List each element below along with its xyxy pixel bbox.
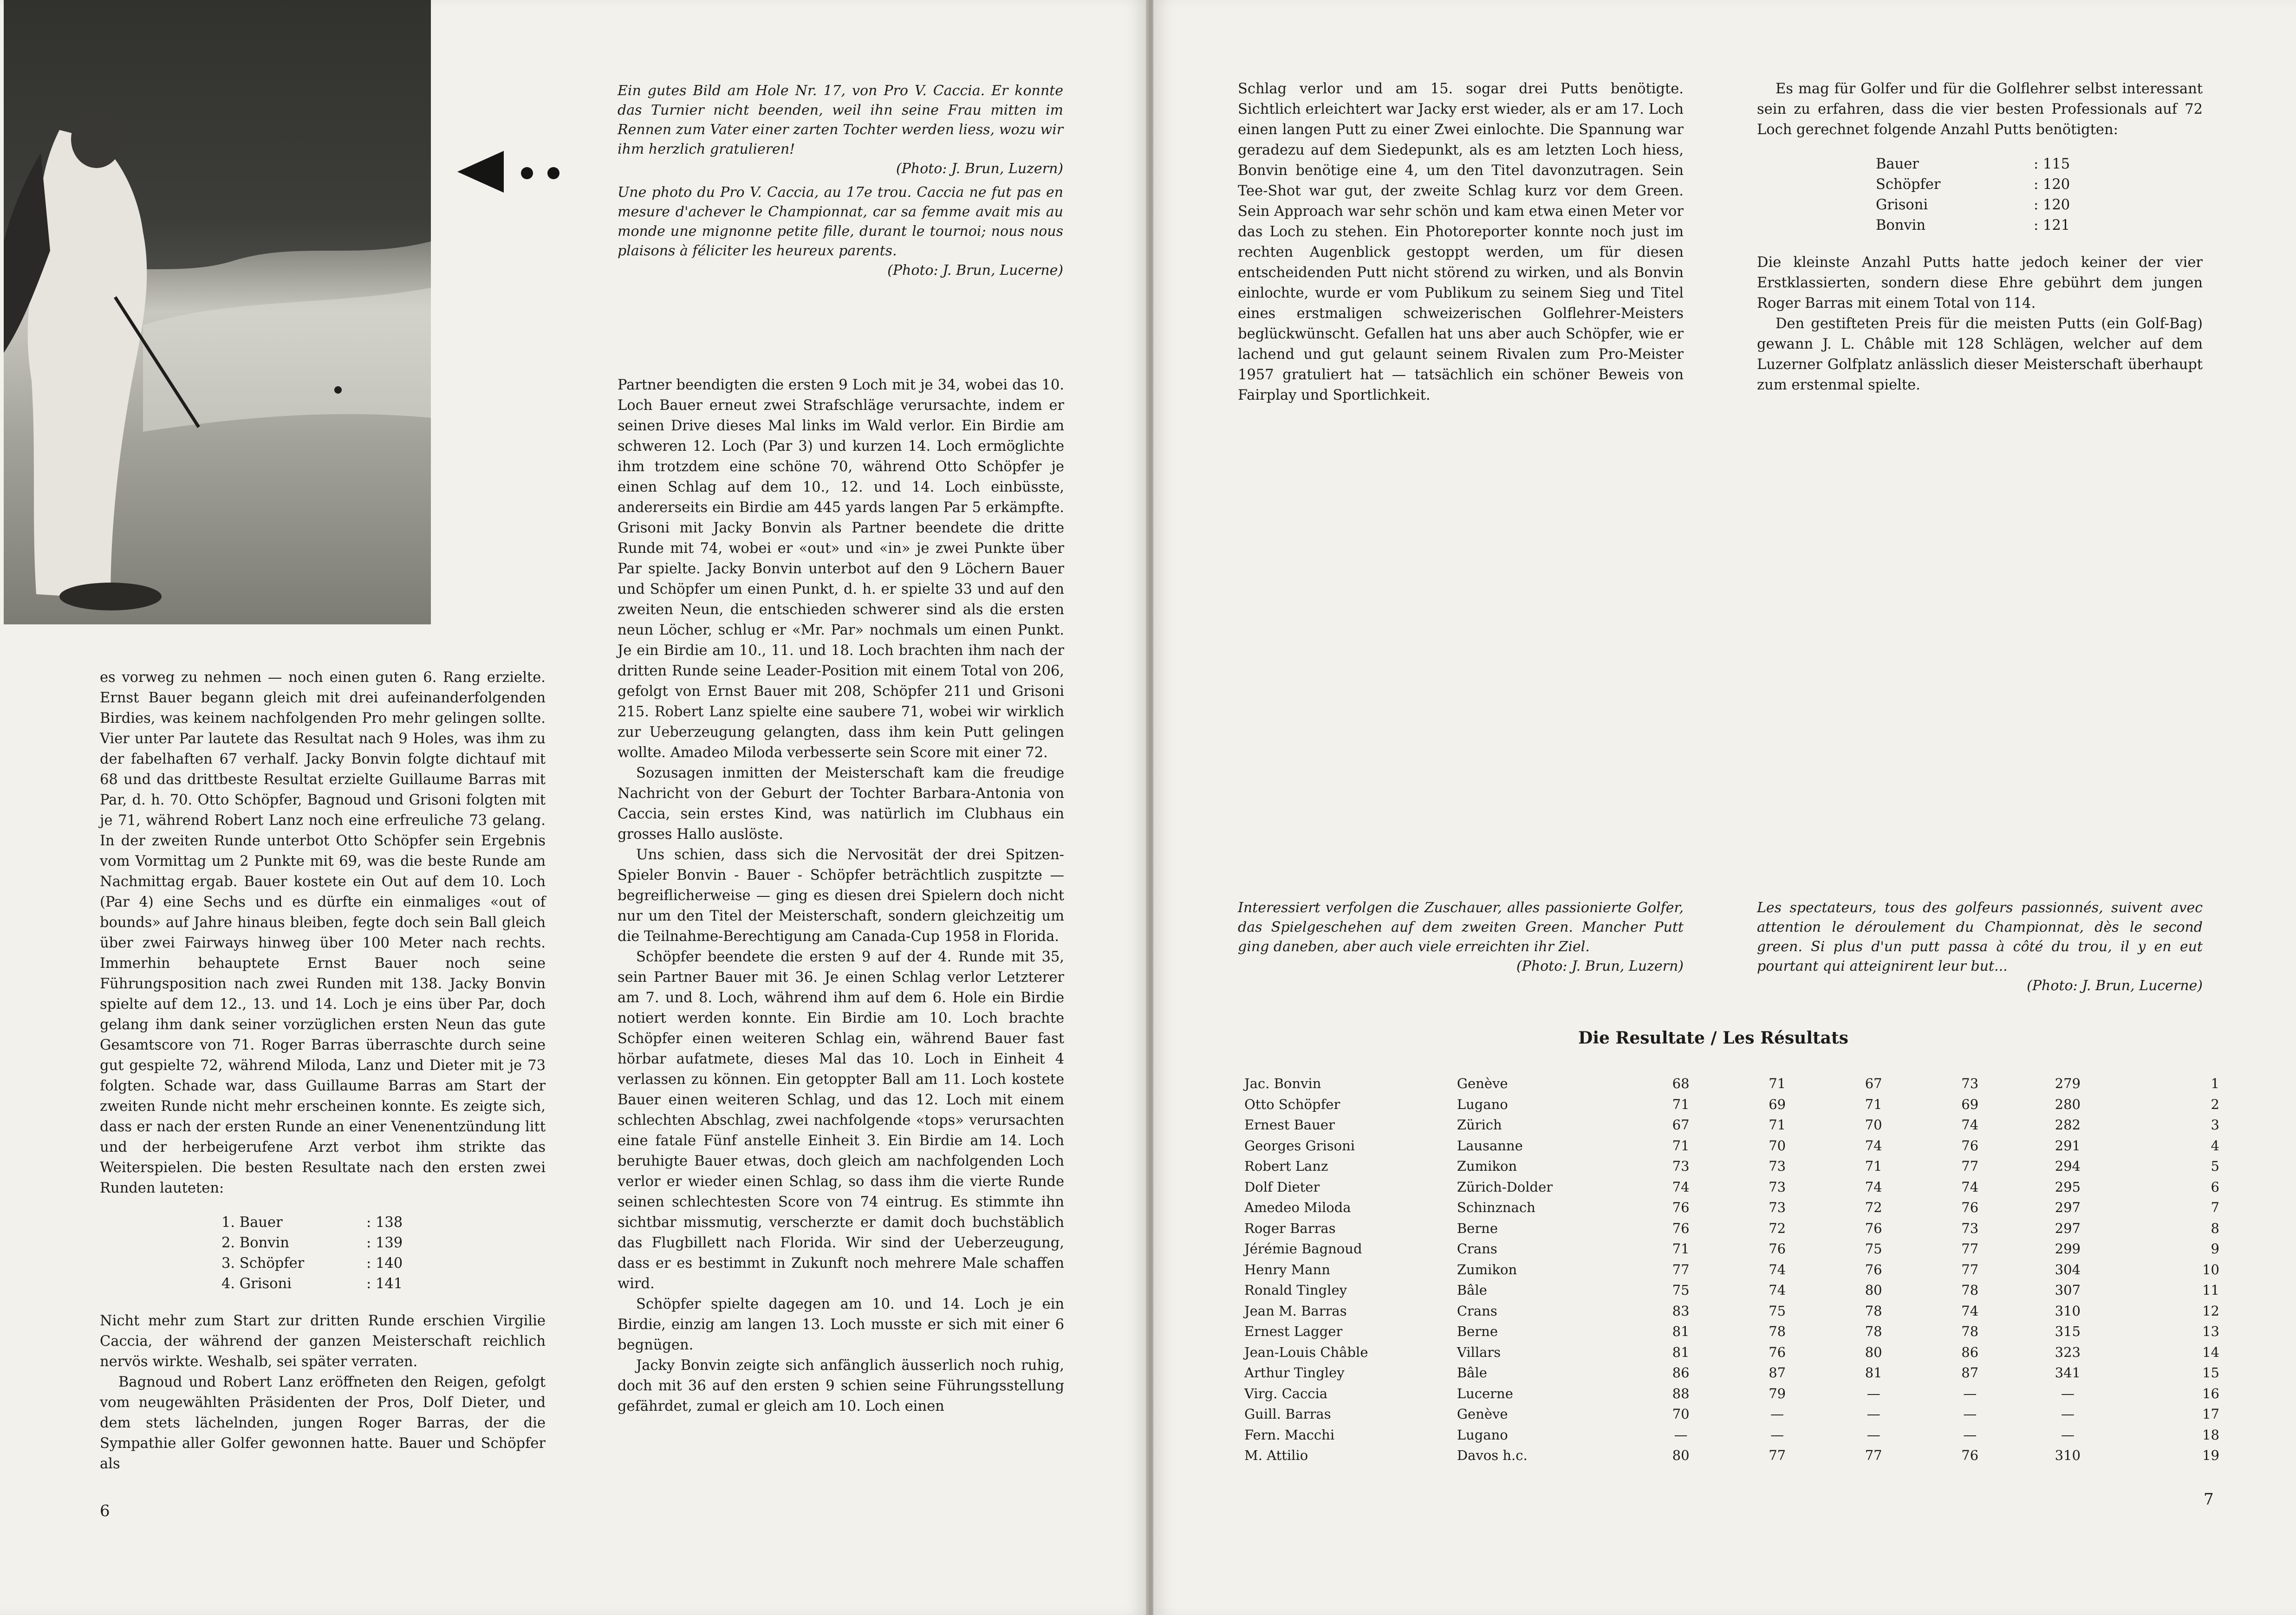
club: Berne <box>1457 1323 1498 1340</box>
round-2: 77 <box>1769 1447 1786 1464</box>
round-4: 74 <box>1961 1303 1979 1319</box>
player-name: Arthur Tingley <box>1244 1365 1345 1381</box>
round-3: — <box>1867 1385 1880 1401</box>
ranking-row: 4. Grisoni : 141 <box>221 1276 403 1292</box>
results-row <box>1244 1404 2219 1425</box>
round-2: — <box>1770 1406 1784 1422</box>
round-1: 80 <box>1672 1447 1690 1464</box>
player-name: Henry Mann <box>1244 1261 1330 1278</box>
round-4: 74 <box>1961 1179 1979 1195</box>
total: 291 <box>2055 1137 2081 1154</box>
results-title: Die Resultate / Les Résultats <box>1578 1028 1848 1048</box>
round-2: 76 <box>1769 1344 1786 1360</box>
paragraph: Partner beendigten die ersten 9 Loch mit je 34, wobei das 10. Loch Bauer erneut zwei Strafschläge verursachte, indem er seinen Drive dieses Mal links im Wald verlor. Ein Birdie am schweren 12. Loch (Par 3) und kurzen 14. Loch ermöglichte ihm trotzdem eine schöne 70, während Otto Schöpfer je einen Schlag auf dem 10., 12. und 14. Loch einbüsste, andererseits ein Birdie am 445 yards langen Par 5 erkämpfte. Grisoni mit Jacky Bonvin als Partner beendete die dritte Runde mit 74, wobei er «out» und «in» je zwei Punkte über Par spielte. Jacky Bonvin unterbot auf den 9 Löchern Bauer und Schöpfer um einen Punkt, d. h. er spielte 33 und auf den zweiten Neun, die entschieden schwerer sind als die ersten neun Löcher, schlug er «Mr. Par» nochmals um einen Punkt. Je ein Birdie am 10., 11. und 18. Loch brachten ihm nach der dritten Runde seine Leader-Position mit einem Total von 206, gefolgt von Ernst Bauer mit 208, Schöpfer 211 und Grisoni 215. Robert Lanz spielte eine saubere 71, wobei wir wirklich zur Ueberzeugung gelangten, dass ihm kein Putt gelingen wollte. Amadeo Miloda verbesserte sein Score mit einer 72. <box>618 377 1064 761</box>
player-name: Roger Barras <box>1244 1220 1336 1236</box>
round-2: 87 <box>1769 1365 1786 1381</box>
paragraph: Schöpfer spielte dagegen am 10. und 14. Loch je ein Birdie, einzig am langen 13. Loch musste er sich mit einer 6 begnügen. <box>618 1296 1064 1353</box>
total: 323 <box>2055 1344 2081 1360</box>
round-3: 78 <box>1865 1303 1882 1319</box>
round-1: 75 <box>1672 1282 1690 1298</box>
total: 280 <box>2055 1096 2081 1112</box>
round-2: 72 <box>1769 1220 1786 1236</box>
putts-row: Bonvin : 121 <box>1876 217 2070 233</box>
round-1: 88 <box>1672 1385 1690 1401</box>
putts-row: Grisoni : 120 <box>1876 197 2070 213</box>
round-2: 76 <box>1769 1241 1786 1257</box>
round-1: 68 <box>1672 1076 1690 1092</box>
club: Lausanne <box>1457 1137 1523 1154</box>
right-column-2 <box>1757 79 2203 396</box>
results-row <box>1244 1301 2219 1322</box>
total: 304 <box>2055 1261 2081 1278</box>
round-2: 74 <box>1769 1282 1786 1298</box>
place: 11 <box>2202 1282 2219 1298</box>
round-3: 81 <box>1865 1365 1882 1381</box>
club: Bâle <box>1457 1282 1487 1298</box>
place: 19 <box>2202 1447 2219 1464</box>
photo-credit: (Photo: J. Brun, Luzern) <box>1516 958 1684 974</box>
photo-credit: (Photo: J. Brun, Luzern) <box>896 161 1063 177</box>
total: 282 <box>2055 1117 2081 1133</box>
place: 4 <box>2211 1137 2219 1154</box>
results-row <box>1244 1362 2219 1383</box>
ranking-row: 2. Bonvin : 139 <box>221 1235 403 1251</box>
round-3: 71 <box>1865 1096 1882 1112</box>
round-4: 77 <box>1961 1241 1979 1257</box>
round-1: 71 <box>1672 1137 1690 1154</box>
round-3: 77 <box>1865 1447 1882 1464</box>
round-3: 80 <box>1865 1282 1882 1298</box>
round-3: 78 <box>1865 1323 1882 1340</box>
round-4: 69 <box>1961 1096 1979 1112</box>
round-1: 81 <box>1672 1323 1690 1340</box>
place: 12 <box>2202 1303 2219 1319</box>
player-name: Georges Grisoni <box>1244 1137 1355 1154</box>
ranking-table <box>221 1213 403 1294</box>
round-4: 76 <box>1961 1137 1979 1154</box>
round-4: 87 <box>1961 1365 1979 1381</box>
total: 310 <box>2055 1303 2081 1319</box>
round-1: 83 <box>1672 1303 1690 1319</box>
round-3: 74 <box>1865 1137 1882 1154</box>
ranking-row: 1. Bauer : 138 <box>221 1214 403 1231</box>
round-3: — <box>1867 1406 1880 1422</box>
putts-table <box>1876 154 2070 236</box>
total: 310 <box>2055 1447 2081 1464</box>
round-2: 71 <box>1769 1117 1786 1133</box>
club: Bâle <box>1457 1365 1487 1381</box>
place: 9 <box>2211 1241 2219 1257</box>
player-name: Jac. Bonvin <box>1244 1076 1321 1092</box>
results-row <box>1244 1342 2219 1363</box>
club: Schinznach <box>1457 1200 1535 1216</box>
player-name: Ernest Lagger <box>1244 1323 1343 1340</box>
place: 10 <box>2202 1261 2219 1278</box>
results-table <box>1244 1073 2219 1466</box>
player-name: Jean M. Barras <box>1244 1303 1347 1319</box>
club: Zürich-Dolder <box>1457 1179 1553 1195</box>
round-4: 76 <box>1961 1447 1979 1464</box>
round-3: 70 <box>1865 1117 1882 1133</box>
round-4: 76 <box>1961 1200 1979 1216</box>
round-2: 74 <box>1769 1261 1786 1278</box>
paragraph: Schlag verlor und am 15. sogar drei Putts benötigte. Sichtlich erleichtert war Jacky erst wieder, als er am 17. Loch einen langen Putt zu einer Zwei einlochte. Die Spannung war geradezu auf dem Siedepunkt, als es am letzten Loch hiess, Bonvin benötige eine 4, um den Titel davonzutragen. Sein Tee-Shot war gut, der zweite Schlag kurz vor dem Green. Sein Approach war sehr schön und kam etwa einen Meter vor das Loch zu stehen. Ein Photoreporter konnte noch just im rechten Augenblick gestoppt werden, um für diesen entscheidenden Putt nicht störend zu wirken, und als Bonvin einlochte, wurde er vom Publikum zu seinem Sieg und Titel eines erstmaligen schweizerischen Golflehrer-Meisters beglückwünscht. Gefallen hat uns aber auch Schöpfer, wie er lachend und gut gelaunt seinem Rivalen zum Pro-Meister 1957 gratuliert hat — tatsächlich ein schöner Beweis von Fairplay und Sportlichkeit. <box>1238 81 1684 403</box>
left-column-1 <box>100 668 546 1474</box>
left-column-2 <box>618 375 1064 1417</box>
player-name: Jean-Louis Châble <box>1244 1344 1368 1360</box>
round-1: 73 <box>1672 1158 1690 1174</box>
club: Crans <box>1457 1303 1497 1319</box>
paragraph: Es mag für Golfer und für die Golflehrer selbst interessant sein zu erfahren, dass die vier besten Professionals auf 72 Loch gerechnet folgende Anzahl Putts benötigten: <box>1757 81 2203 138</box>
results-row <box>1244 1383 2219 1404</box>
round-2: 71 <box>1769 1076 1786 1092</box>
round-1: 70 <box>1672 1406 1690 1422</box>
place: 17 <box>2202 1406 2219 1422</box>
paragraph: Schöpfer beendete die ersten 9 auf der 4. Runde mit 35, sein Partner Bauer mit 36. Je einen Schlag verlor Letzterer am 7. und 8. Loch, während ihm auf dem 6. Hole ein Birdie notiert werden konnte. Ein Birdie am 10. Loch brachte Schöpfer einen weiteren Schlag ein, während Bauer fast hörbar aufatmete, dieses Mal das 10. Loch in Einheit 4 verlassen zu können. Ein getoppter Ball am 11. Loch kostete Bauer einen weiteren Schlag, und das 12. Loch mit einem schlechten Abschlag, zwei nachfolgende «tops» verursachten eine fatale Fünf anstelle Einheit 3. Ein Birdie am 14. Loch beruhigte Bauer etwas, doch gleich am nachfolgenden Loch verlor er wieder einen Schlag, so dass ihm die vierte Runde seinen schlechtesten Score von 74 eintrug. Es stimmte ihn sichtbar missmutig, verscherzte er damit doch buchstäblich das Flugbillett nach Florida. Wir sind der Ueberzeugung, dass er es bestimmt in Zukunft noch mehrere Male schaffen wird. <box>618 949 1064 1292</box>
caption-text: Les spectateurs, tous des golfeurs passionnés, suivent avec attention le déroulement du Championnat, dès le second green. Si plus d'un putt passa à côté du trou, il y en eut pourtant qui atteignirent leur but... <box>1757 900 2203 974</box>
round-3: 67 <box>1865 1076 1882 1092</box>
player-name: Robert Lanz <box>1244 1158 1328 1174</box>
place: 3 <box>2211 1117 2219 1133</box>
round-1: 77 <box>1672 1261 1690 1278</box>
total: 295 <box>2055 1179 2081 1195</box>
results-row <box>1244 1218 2219 1239</box>
place: 7 <box>2211 1200 2219 1216</box>
paragraph: Uns schien, dass sich die Nervosität der drei Spitzen-Spieler Bonvin - Bauer - Schöpfer beträchtlich zuspitzte — begreiflicherweise — ging es diesen drei Spielern doch nicht nur um den Titel der Meisterschaft, sondern gleichzeitig um die Teilnahme-Berechtigung am Canada-Cup 1958 in Florida. <box>618 847 1064 945</box>
player-name: Amedeo Miloda <box>1244 1200 1351 1216</box>
results-row <box>1244 1197 2219 1218</box>
player-name: Fern. Macchi <box>1244 1427 1335 1443</box>
total: — <box>2061 1406 2075 1422</box>
round-4: — <box>1963 1406 1977 1422</box>
total: — <box>2061 1385 2075 1401</box>
round-4: 73 <box>1961 1220 1979 1236</box>
results-row <box>1244 1177 2219 1198</box>
club: Davos h.c. <box>1457 1447 1528 1464</box>
round-2: 73 <box>1769 1200 1786 1216</box>
place: 18 <box>2202 1427 2219 1443</box>
club: Zürich <box>1457 1117 1502 1133</box>
caption-golfer-fr <box>618 183 1063 280</box>
photo-credit: (Photo: J. Brun, Lucerne) <box>2027 978 2203 994</box>
player-name: Ronald Tingley <box>1244 1282 1347 1298</box>
club: Villars <box>1457 1344 1501 1360</box>
round-2: 75 <box>1769 1303 1786 1319</box>
results-row <box>1244 1239 2219 1259</box>
round-2: 79 <box>1769 1385 1786 1401</box>
place: 6 <box>2211 1179 2219 1195</box>
round-3: 76 <box>1865 1261 1882 1278</box>
total: 297 <box>2055 1200 2081 1216</box>
round-1: 71 <box>1672 1096 1690 1112</box>
place: 8 <box>2211 1220 2219 1236</box>
caption-text: Une photo du Pro V. Caccia, au 17e trou. Caccia ne fut pas en mesure d'achever le Championnat, car sa femme avait mis au monde une mignonne petite fille, durant le tournoi; nous nous plaisons à féliciter les heureux parents. <box>618 184 1063 259</box>
round-4: 77 <box>1961 1158 1979 1174</box>
place: 16 <box>2202 1385 2219 1401</box>
total: 315 <box>2055 1323 2081 1340</box>
caption-spectators-fr <box>1757 898 2203 996</box>
place: 13 <box>2202 1323 2219 1340</box>
round-4: 73 <box>1961 1076 1979 1092</box>
round-2: 73 <box>1769 1179 1786 1195</box>
club: Lugano <box>1457 1427 1508 1443</box>
results-row <box>1244 1425 2219 1446</box>
round-2: 70 <box>1769 1137 1786 1154</box>
right-column-1 <box>1238 79 1684 406</box>
player-name: Dolf Dieter <box>1244 1179 1320 1195</box>
caption-text: Interessiert verfolgen die Zuschauer, alles passionierte Golfer, das Spielgeschehen auf dem zweiten Green. Mancher Putt ging daneben, aber auch viele erreichten ihr Ziel. <box>1238 900 1684 955</box>
round-1: 74 <box>1672 1179 1690 1195</box>
results-row <box>1244 1280 2219 1301</box>
page-number: 7 <box>2204 1490 2214 1509</box>
round-4: 78 <box>1961 1282 1979 1298</box>
round-1: 71 <box>1672 1241 1690 1257</box>
paragraph: Bagnoud und Robert Lanz eröffneten den Reigen, gefolgt vom neugewählten Präsidenten der Pros, Dolf Dieter, und dem stets lächelnden, jungen Roger Barras, der die Sympathie aller Golfer gewonnen hatte. Bauer und Schöpfer als <box>100 1374 546 1472</box>
round-2: 78 <box>1769 1323 1786 1340</box>
total: 299 <box>2055 1241 2081 1257</box>
paragraph: Jacky Bonvin zeigte sich anfänglich äusserlich noch ruhig, doch mit 36 auf den ersten 9 schien seine Führungsstellung gefährdet, zumal er gleich am 10. Loch einen <box>618 1357 1064 1414</box>
round-3: 74 <box>1865 1179 1882 1195</box>
round-4: 77 <box>1961 1261 1979 1278</box>
club: Lugano <box>1457 1096 1508 1112</box>
round-3: 75 <box>1865 1241 1882 1257</box>
paragraph: Sozusagen inmitten der Meisterschaft kam die freudige Nachricht von der Geburt der Tochter Barbara-Antonia von Caccia, sein erstes Kind, was natürlich im Clubhaus ein grosses Hallo auslöste. <box>618 765 1064 843</box>
round-3: 76 <box>1865 1220 1882 1236</box>
player-name: Virg. Caccia <box>1244 1385 1328 1401</box>
place: 14 <box>2202 1344 2219 1360</box>
round-3: 80 <box>1865 1344 1882 1360</box>
results-row <box>1244 1073 2219 1094</box>
player-name: Ernest Bauer <box>1244 1117 1335 1133</box>
player-name: M. Attilio <box>1244 1447 1308 1464</box>
total: 294 <box>2055 1158 2081 1174</box>
round-2: 73 <box>1769 1158 1786 1174</box>
round-1: 86 <box>1672 1365 1690 1381</box>
results-row <box>1244 1156 2219 1177</box>
total: — <box>2061 1427 2075 1443</box>
round-1: — <box>1674 1427 1688 1443</box>
round-1: 67 <box>1672 1117 1690 1133</box>
paragraph: Die kleinste Anzahl Putts hatte jedoch keiner der vier Erstklassierten, sondern diese Ehre gebührt dem jungen Roger Barras mit einem Total von 114. <box>1757 254 2203 311</box>
club: Zumikon <box>1457 1261 1517 1278</box>
club: Genève <box>1457 1406 1508 1422</box>
round-1: 76 <box>1672 1200 1690 1216</box>
round-2: 69 <box>1769 1096 1786 1112</box>
round-3: — <box>1867 1427 1880 1443</box>
results-row <box>1244 1115 2219 1135</box>
paragraph: Den gestifteten Preis für die meisten Putts (ein Golf-Bag) gewann J. L. Châble mit 128 Schlägen, welcher auf dem Luzerner Golfplatz anlässlich dieser Meisterschaft überhaupt zum erstenmal spielte. <box>1757 316 2203 393</box>
place: 15 <box>2202 1365 2219 1381</box>
round-4: 86 <box>1961 1344 1979 1360</box>
right-page <box>1153 0 2296 1615</box>
golfer-photo <box>4 0 431 624</box>
paragraph: es vorweg zu nehmen — noch einen guten 6. Rang erzielte. Ernst Bauer begann gleich mit drei aufeinanderfolgenden Birdies, was keinem nachfolgenden Pro mehr gelingen sollte. Vier unter Par lautete das Resultat nach 9 Holes, was ihm zu der fabelhaften 67 verhalf. Jacky Bonvin folgte dichtauf mit 68 und das drittbeste Resultat erzielte Guillaume Barras mit Par, d. h. 70. Otto Schöpfer, Bagnoud und Grisoni folgten mit je 71, während Robert Lanz noch eine erfreuliche 73 gelang. In der zweiten Runde unterbot Otto Schöpfer sein Ergebnis vom Vormittag um 2 Punkte mit 69, was die beste Runde am Nachmittag ergab. Bauer kostete ein Out auf dem 10. Loch (Par 4) eine Sechs und es dürfte ein einmaliges «out of bounds» auf Jahre hinaus bleiben, fegte doch sein Ball gleich über zwei Fairways hinweg über 100 Meter nach rechts. Immerhin behauptete Ernst Bauer noch seine Führungsposition nach zwei Runden mit 138. Jacky Bonvin spielte auf dem 12., 13. und 14. Loch je eins über Par, doch gelang ihm dank seiner vorzüglichen ersten Neun das gute Gesamtscore von 71. Roger Barras überraschte durch seine gut gespielte 72, während Miloda, Lanz und Dieter mit je 73 folgten. Schade war, dass Guillaume Barras am Start der zweiten Runde nicht mehr erscheinen konnte. Es zeigte sich, dass er nach der ersten Runde an einer Venenentzündung litt und der herbeigerufene Arzt verbot ihm strikte das Weiterspielen. Die besten Resultate nach den ersten zwei Runden lauteten: <box>100 669 546 1196</box>
place: 2 <box>2211 1096 2219 1112</box>
club: Crans <box>1457 1241 1497 1257</box>
results-row <box>1244 1445 2219 1466</box>
total: 341 <box>2055 1365 2081 1381</box>
place: 1 <box>2211 1076 2219 1092</box>
paragraph: Nicht mehr zum Start zur dritten Runde erschien Virgilie Caccia, der während der ganzen Meisterschaft reichlich nervös wirkte. Weshalb, sei später verraten. <box>100 1313 546 1370</box>
total: 297 <box>2055 1220 2081 1236</box>
ranking-row: 3. Schöpfer : 140 <box>221 1255 403 1271</box>
total: 279 <box>2055 1076 2081 1092</box>
round-3: 71 <box>1865 1158 1882 1174</box>
club: Lucerne <box>1457 1385 1513 1401</box>
club: Berne <box>1457 1220 1498 1236</box>
results-row <box>1244 1094 2219 1115</box>
round-2: — <box>1770 1427 1784 1443</box>
results-row <box>1244 1259 2219 1280</box>
arrow-pointer-icon <box>457 151 569 202</box>
player-name: Guill. Barras <box>1244 1406 1331 1422</box>
round-4: 78 <box>1961 1323 1979 1340</box>
putts-row: Schöpfer : 120 <box>1876 176 2070 193</box>
putts-row: Bauer : 115 <box>1876 156 2070 172</box>
caption-spectators-de <box>1238 898 1684 976</box>
round-4: — <box>1963 1427 1977 1443</box>
club: Genève <box>1457 1076 1508 1092</box>
place: 5 <box>2211 1158 2219 1174</box>
round-4: — <box>1963 1385 1977 1401</box>
round-1: 76 <box>1672 1220 1690 1236</box>
total: 307 <box>2055 1282 2081 1298</box>
round-1: 81 <box>1672 1344 1690 1360</box>
player-name: Otto Schöpfer <box>1244 1096 1340 1112</box>
results-row <box>1244 1135 2219 1156</box>
page-number: 6 <box>100 1502 110 1520</box>
results-row <box>1244 1321 2219 1342</box>
caption-golfer-de <box>618 81 1063 179</box>
club: Zumikon <box>1457 1158 1517 1174</box>
player-name: Jérémie Bagnoud <box>1244 1241 1362 1257</box>
photo-credit: (Photo: J. Brun, Lucerne) <box>887 262 1063 279</box>
caption-text: Ein gutes Bild am Hole Nr. 17, von Pro V. Caccia. Er konnte das Turnier nicht beenden, weil ihn seine Frau mitten im Rennen zum Vater einer zarten Tochter werden liess, wozu wir ihm herzlich gratulieren! <box>618 83 1063 157</box>
round-4: 74 <box>1961 1117 1979 1133</box>
round-3: 72 <box>1865 1200 1882 1216</box>
